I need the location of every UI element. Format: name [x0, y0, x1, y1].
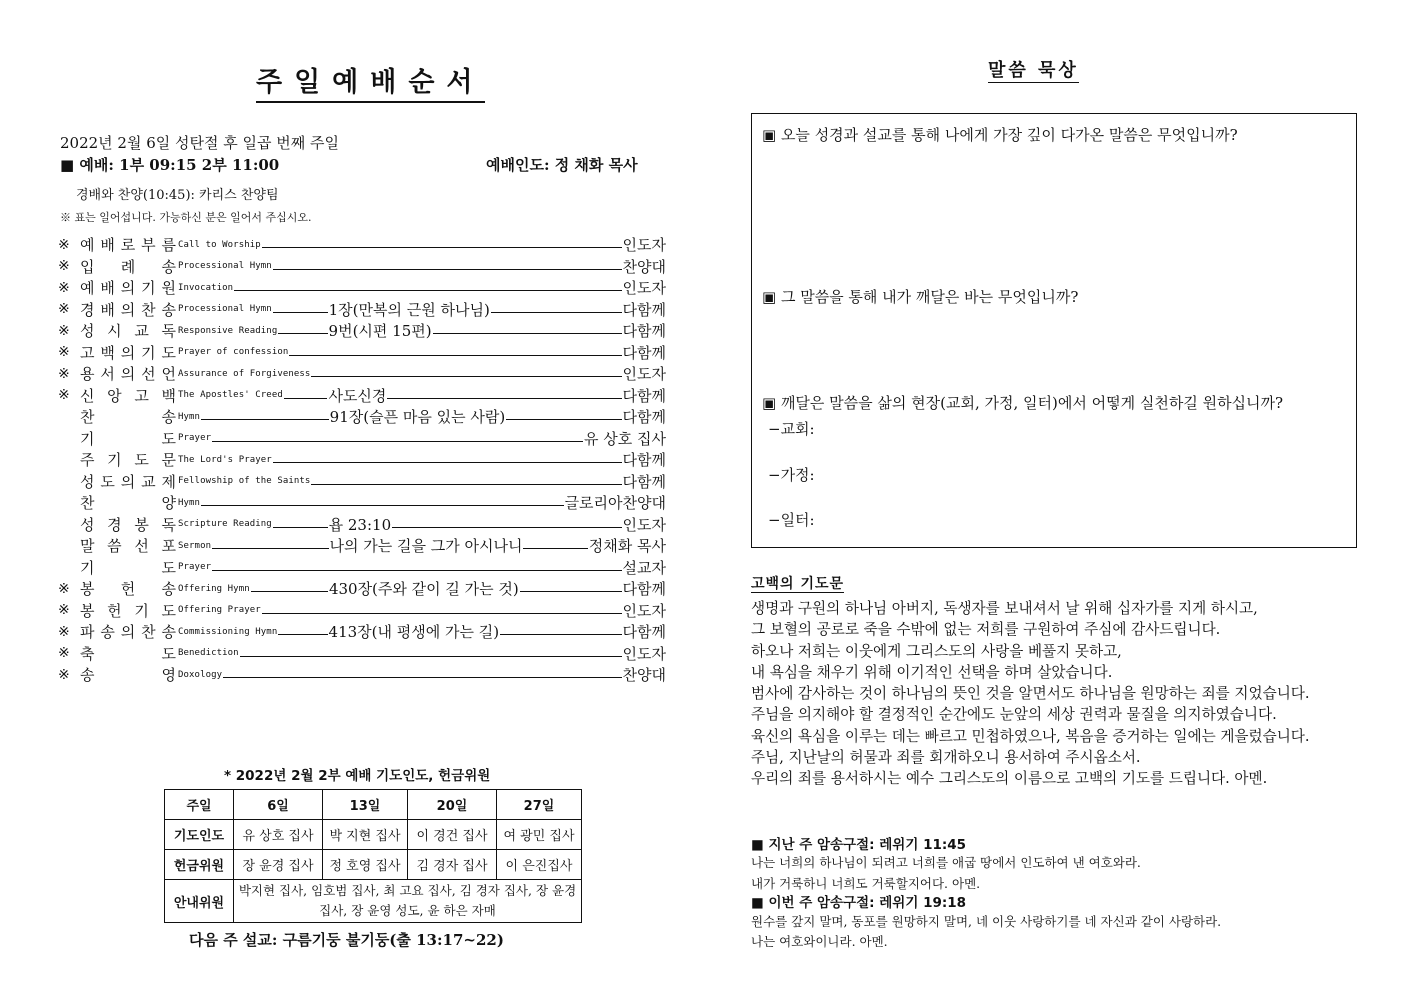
stand-mark: ※	[58, 580, 70, 597]
confession-line: 육신의 욕심을 이루는 데는 빠르고 민첩하였으나, 복음을 증거하는 일에는 게을렀습니다.	[751, 727, 1310, 745]
confession-line: 그 보혈의 공로로 죽을 수밖에 없는 저희를 구원하여 주심에 감사드립니다.	[751, 621, 1221, 639]
order-item-char: 도	[161, 601, 176, 620]
order-item-korean	[80, 535, 176, 556]
order-row	[58, 578, 666, 600]
order-item-char: 백	[161, 386, 176, 405]
order-item-role: 유 상호 집사	[584, 429, 666, 448]
order-row	[58, 514, 666, 536]
usher-names: 박지현 집사, 임호범 집사, 최 고요 집사, 김 경자 집사, 장 윤경 집사, 장 윤영 성도, 윤 하은 자매	[234, 880, 582, 923]
order-row	[58, 406, 666, 428]
order-item-role: 인도자	[622, 236, 666, 255]
stand-mark: ※	[58, 344, 70, 361]
order-item-char: 말	[80, 537, 95, 556]
order-row	[58, 621, 666, 643]
confession-title: 고백의 기도문	[751, 576, 845, 592]
leader-line	[273, 269, 622, 270]
confession-text	[751, 598, 1371, 790]
order-item-role: 다함께	[622, 623, 666, 642]
order-item-char: 의	[120, 300, 136, 319]
leader-line	[212, 441, 583, 442]
order-item-role: 글로리아찬양대	[564, 494, 666, 513]
order-item-char: 언	[161, 365, 176, 384]
order-item-char: 서	[100, 365, 115, 384]
order-item-korean	[80, 578, 176, 599]
order-item-char: 기	[107, 451, 122, 470]
order-item-english: Hymn	[178, 411, 201, 422]
order-item-char: 송	[161, 408, 176, 427]
order-item-char: 포	[161, 537, 176, 556]
order-item-role: 다함께	[622, 343, 666, 362]
leader-line	[240, 656, 622, 657]
order-item-char: 송	[161, 257, 176, 276]
order-row	[58, 234, 666, 256]
order-item-char: 앙	[107, 386, 122, 405]
service-dateline: 2022년 2월 6일 성탄절 후 일곱 번째 주일	[60, 134, 340, 152]
leader-line	[311, 376, 621, 377]
stand-mark: ※	[58, 365, 70, 382]
order-item-korean	[80, 621, 176, 642]
order-item-char: 부	[141, 236, 156, 255]
order-item-char: 축	[80, 644, 95, 663]
leader-line	[278, 333, 327, 334]
order-item-role: 인도자	[622, 515, 666, 534]
roster-row-label: 기도인도	[165, 820, 234, 850]
order-item-english: Commissioning Hymn	[178, 626, 278, 637]
order-item-role: 다함께	[622, 322, 666, 341]
leader-line	[289, 355, 621, 356]
order-row	[58, 449, 666, 471]
worship-leader: 예배인도: 정 채화 목사	[486, 156, 638, 174]
order-item-char: 주	[80, 451, 95, 470]
leader-line	[491, 312, 622, 313]
order-item-char: 기	[141, 279, 156, 298]
order-row	[58, 492, 666, 514]
roster-header-cell: 27일	[497, 790, 582, 820]
order-item-korean	[80, 449, 176, 470]
order-item-char: 제	[161, 472, 176, 491]
order-row	[58, 643, 666, 665]
roster-cell: 정 호영 집사	[323, 850, 408, 880]
roster-cell: 김 경자 집사	[408, 850, 497, 880]
order-item-char: 경	[107, 515, 122, 534]
last-verse-line: 나는 너희의 하나님이 되려고 너희를 애굽 땅에서 인도하여 낸 여호와라.	[751, 855, 1141, 870]
order-item-english: Doxology	[178, 669, 223, 680]
this-verse-line: 원수를 갚지 말며, 동포를 원망하지 말며, 네 이웃 사랑하기를 네 자신과 같이 사랑하라.	[751, 914, 1222, 929]
church-label: −교회:	[768, 420, 815, 438]
leader-line	[201, 505, 563, 506]
roster-cell: 박 지현 집사	[323, 820, 408, 850]
order-item-char: 로	[120, 236, 136, 255]
order-item-char: 의	[120, 343, 136, 362]
roster-row-label: 안내위원	[165, 880, 234, 923]
order-item-char: 찬	[80, 408, 95, 427]
leader-line	[212, 570, 621, 571]
order-item-korean	[80, 492, 176, 513]
order-item-char: 찬	[80, 494, 95, 513]
leader-line	[273, 527, 328, 528]
order-item-role: 인도자	[622, 365, 666, 384]
confession-line: 우리의 죄를 용서하시는 예수 그리스도의 이름으로 고백의 기도를 드립니다. 아멘.	[751, 770, 1268, 788]
confession-line: 내 욕심을 채우기 위해 이기적인 선택을 하며 살았습니다.	[751, 663, 1113, 681]
order-item-korean	[80, 342, 176, 363]
order-row	[58, 277, 666, 299]
leader-line	[251, 591, 328, 592]
confession-line: 생명과 구원의 하나님 아버지, 독생자를 보내셔서 날 위해 십자가를 지게 하시고,	[751, 600, 1258, 617]
order-item-char: 용	[80, 365, 95, 384]
order-item-role: 다함께	[622, 451, 666, 470]
order-item-char: 영	[161, 666, 176, 685]
question-1: ▣ 오늘 성경과 설교를 통해 나에게 가장 깊이 다가온 말씀은 무엇입니까?	[762, 126, 1238, 144]
this-verse-line: 나는 여호와이니라. 아멘.	[751, 934, 888, 949]
order-item-korean	[80, 385, 176, 406]
order-item-korean	[80, 428, 176, 449]
order-item-char: 봉	[80, 601, 95, 620]
order-of-worship	[58, 234, 666, 686]
order-item-char: 교	[141, 472, 156, 491]
order-item-char: 선	[134, 537, 149, 556]
order-item-english: Processional Hymn	[178, 304, 272, 315]
order-item-char: 배	[100, 236, 115, 255]
roster-header-cell: 20일	[408, 790, 497, 820]
order-item-char: 성	[80, 472, 95, 491]
order-item-korean	[80, 256, 176, 277]
order-item-char: 봉	[80, 580, 95, 599]
order-row	[58, 664, 666, 686]
leader-line	[506, 419, 621, 420]
order-item-char: 송	[161, 580, 176, 599]
confession-line: 주님을 의지해야 할 결정적인 순간에도 눈앞의 세상 권력과 물질을 의지하였습니다.	[751, 706, 1277, 724]
leader-line	[284, 398, 328, 399]
order-item-char: 교	[134, 322, 149, 341]
order-item-english: Sermon	[178, 540, 212, 551]
order-item-korean	[80, 234, 176, 255]
order-item-char: 백	[100, 343, 115, 362]
leader-line	[273, 312, 328, 313]
order-item-char: 의	[120, 472, 136, 491]
order-item-char: 예	[80, 236, 95, 255]
confession-line: 범사에 감사하는 것이 하나님의 뜻인 것을 알면서도 하나님을 원망하는 죄를 지었습니다.	[751, 685, 1310, 703]
leader-line	[234, 290, 621, 291]
order-item-english: Responsive Reading	[178, 325, 278, 336]
order-item-char: 배	[100, 300, 115, 319]
order-item-english: Offering Hymn	[178, 583, 250, 594]
order-item-role: 찬양대	[622, 666, 666, 685]
order-item-char: 송	[161, 623, 176, 642]
leader-line	[273, 462, 622, 463]
order-item-char: 헌	[107, 601, 122, 620]
leader-line	[311, 484, 621, 485]
table-row	[165, 820, 582, 850]
order-item-english: Benediction	[178, 648, 239, 659]
order-item-english: The Apostles' Creed	[178, 390, 283, 401]
order-item-char: 씀	[107, 537, 122, 556]
order-item-char: 신	[80, 386, 95, 405]
roster-cell: 장 윤경 집사	[234, 850, 323, 880]
order-item-role: 다함께	[622, 300, 666, 319]
order-item-char: 도	[100, 472, 115, 491]
page-title: 주일예배순서	[256, 66, 485, 103]
order-item-char: 고	[134, 386, 149, 405]
order-item-char: 봉	[134, 515, 149, 534]
order-item-english: Fellowship of the Saints	[178, 476, 311, 487]
stand-mark: ※	[58, 258, 70, 275]
order-item-char: 송	[80, 666, 95, 685]
order-item-korean	[80, 600, 176, 621]
order-row	[58, 299, 666, 321]
order-item-english: Scripture Reading	[178, 519, 272, 530]
order-item-char: 경	[80, 300, 95, 319]
order-item-role: 정채화 목사	[588, 537, 666, 556]
roster-table	[164, 789, 582, 923]
order-item-char: 도	[134, 451, 149, 470]
leader-line	[387, 398, 621, 399]
order-item-char: 송	[161, 300, 176, 319]
order-row	[58, 342, 666, 364]
order-item-english: Call to Worship	[178, 239, 261, 250]
order-item-char: 시	[107, 322, 122, 341]
leader-line	[262, 613, 622, 614]
order-item-english: Prayer	[178, 562, 212, 573]
order-item-korean	[80, 643, 176, 664]
this-verse-title: ■ 이번 주 암송구절: 레위기 19:18	[751, 895, 967, 911]
stand-mark: ※	[58, 301, 70, 318]
order-item-role: 설교자	[622, 558, 666, 577]
leader-line	[500, 634, 621, 635]
order-item-detail: 430장(주와 같이 길 가는 것)	[328, 580, 519, 599]
order-item-char: 고	[80, 343, 95, 362]
roster-header-cell: 6일	[234, 790, 323, 820]
stand-mark: ※	[58, 236, 70, 253]
order-item-english: Prayer	[178, 433, 212, 444]
order-item-detail: 9번(시편 15편)	[328, 322, 432, 341]
order-item-english: Assurance of Forgiveness	[178, 368, 311, 379]
order-item-char: 배	[100, 279, 115, 298]
stand-mark: ※	[58, 602, 70, 619]
order-item-role: 다함께	[622, 472, 666, 491]
roster-header-cell: 13일	[323, 790, 408, 820]
last-verse-line: 내가 거룩하니 너희도 거룩할지어다. 아멘.	[751, 876, 981, 891]
stand-note: ※ 표는 일어섭니다. 가능하신 분은 일어서 주십시오.	[60, 211, 312, 224]
order-item-char: 원	[161, 279, 176, 298]
question-3: ▣ 깨달은 말씀을 삶의 현장(교회, 가정, 일터)에서 어떻게 실천하길 원하십니까?	[762, 394, 1284, 412]
order-row	[58, 363, 666, 385]
meditation-box	[751, 113, 1357, 548]
order-item-char: 의	[120, 279, 136, 298]
order-item-char: 성	[80, 515, 95, 534]
order-item-korean	[80, 557, 176, 578]
order-item-char: 기	[141, 343, 156, 362]
question-2: ▣ 그 말씀을 통해 내가 깨달은 바는 무엇입니까?	[762, 288, 1079, 306]
order-item-char: 문	[161, 451, 176, 470]
stand-mark: ※	[58, 387, 70, 404]
order-item-char: 도	[161, 343, 176, 362]
leader-line	[392, 527, 621, 528]
stand-mark: ※	[58, 322, 70, 339]
order-item-korean	[80, 320, 176, 341]
leader-line	[433, 333, 622, 334]
order-item-char: 도	[161, 558, 176, 577]
next-sermon: 다음 주 설교: 구름기둥 불기둥(출 13:17~22)	[189, 931, 504, 949]
order-item-char: 기	[134, 601, 149, 620]
order-item-char: 의	[120, 623, 136, 642]
order-item-english: The Lord's Prayer	[178, 454, 272, 465]
order-item-role: 다함께	[622, 386, 666, 405]
order-item-detail: 욥 23:10	[328, 515, 392, 534]
order-item-english: Offering Prayer	[178, 605, 261, 616]
order-item-char: 찬	[141, 300, 156, 319]
leader-line	[278, 634, 327, 635]
roster-row-label: 헌금위원	[165, 850, 234, 880]
leader-line	[520, 591, 622, 592]
order-item-char: 송	[100, 623, 115, 642]
order-row	[58, 256, 666, 278]
order-item-korean	[80, 363, 176, 384]
order-item-role: 인도자	[622, 279, 666, 298]
stand-mark: ※	[58, 623, 70, 640]
roster-title: * 2022년 2월 2부 예배 기도인도, 헌금위원	[224, 768, 491, 784]
order-item-detail: 사도신경	[328, 386, 387, 405]
order-item-role: 찬양대	[622, 257, 666, 276]
order-item-char: 헌	[120, 580, 136, 599]
leader-line	[201, 419, 329, 420]
order-item-char: 찬	[141, 623, 156, 642]
order-row	[58, 557, 666, 579]
order-item-detail: 1장(만복의 근원 하나님)	[328, 300, 490, 319]
order-row	[58, 428, 666, 450]
order-row	[58, 320, 666, 342]
worship-times: ■ 예배: 1부 09:15 2부 11:00	[60, 156, 280, 174]
stand-mark: ※	[58, 645, 70, 662]
leader-line	[262, 247, 622, 248]
stand-mark: ※	[58, 279, 70, 296]
order-item-char: 기	[80, 558, 95, 577]
order-item-role: 다함께	[622, 408, 666, 427]
order-item-english: Prayer of confession	[178, 347, 289, 358]
roster-cell: 유 상호 집사	[234, 820, 323, 850]
order-item-char: 기	[80, 429, 95, 448]
order-item-char: 독	[161, 322, 176, 341]
order-item-detail: 413장(내 평생에 가는 길)	[328, 623, 500, 642]
order-item-char: 도	[161, 429, 176, 448]
order-item-char: 선	[141, 365, 156, 384]
work-label: −일터:	[768, 511, 815, 529]
order-item-char: 도	[161, 644, 176, 663]
confession-line: 주님, 지난날의 허물과 죄를 회개하오니 용서하여 주시옵소서.	[751, 749, 1141, 767]
order-item-detail: 91장(슬픈 마음 있는 사람)	[329, 408, 506, 427]
order-item-char: 양	[161, 494, 176, 513]
order-row	[58, 471, 666, 493]
leader-line	[223, 677, 621, 678]
order-item-korean	[80, 664, 176, 685]
order-item-char: 의	[120, 365, 136, 384]
order-item-english: Processional Hymn	[178, 261, 272, 272]
order-item-korean	[80, 471, 176, 492]
order-item-english: Invocation	[178, 282, 234, 293]
praise-time: 경배와 찬양(10:45): 카리스 찬양팀	[76, 188, 279, 203]
order-item-char: 독	[161, 515, 176, 534]
table-row	[165, 880, 582, 923]
order-item-char: 입	[80, 257, 95, 276]
roster-cell: 이 은진집사	[497, 850, 582, 880]
order-item-char: 름	[161, 236, 176, 255]
order-item-detail: 나의 가는 길을 그가 아시나니	[329, 537, 523, 556]
roster-header-cell: 주일	[165, 790, 234, 820]
order-item-korean	[80, 514, 176, 535]
leader-line	[523, 548, 587, 549]
order-row	[58, 535, 666, 557]
order-item-role: 다함께	[622, 580, 666, 599]
order-item-char: 파	[80, 623, 95, 642]
order-item-english: Hymn	[178, 497, 201, 508]
order-item-char: 성	[80, 322, 95, 341]
home-label: −가정:	[768, 466, 815, 484]
stand-mark: ※	[58, 666, 70, 683]
roster-cell: 이 경건 집사	[408, 820, 497, 850]
last-verse-title: ■ 지난 주 암송구절: 레위기 11:45	[751, 837, 967, 853]
roster-header-row	[165, 790, 582, 820]
leader-line	[212, 548, 328, 549]
order-row	[58, 385, 666, 407]
meditation-title: 말씀 묵상	[988, 60, 1079, 81]
order-item-korean	[80, 277, 176, 298]
table-row	[165, 850, 582, 880]
order-item-korean	[80, 406, 176, 427]
order-row	[58, 600, 666, 622]
order-item-char: 례	[120, 257, 136, 276]
confession-line: 하오나 저희는 이웃에게 그리스도의 사랑을 베풀지 못하고,	[751, 642, 1122, 660]
order-item-char: 예	[80, 279, 95, 298]
roster-cell: 여 광민 집사	[497, 820, 582, 850]
order-item-role: 인도자	[622, 601, 666, 620]
order-item-role: 인도자	[622, 644, 666, 663]
order-item-korean	[80, 299, 176, 320]
